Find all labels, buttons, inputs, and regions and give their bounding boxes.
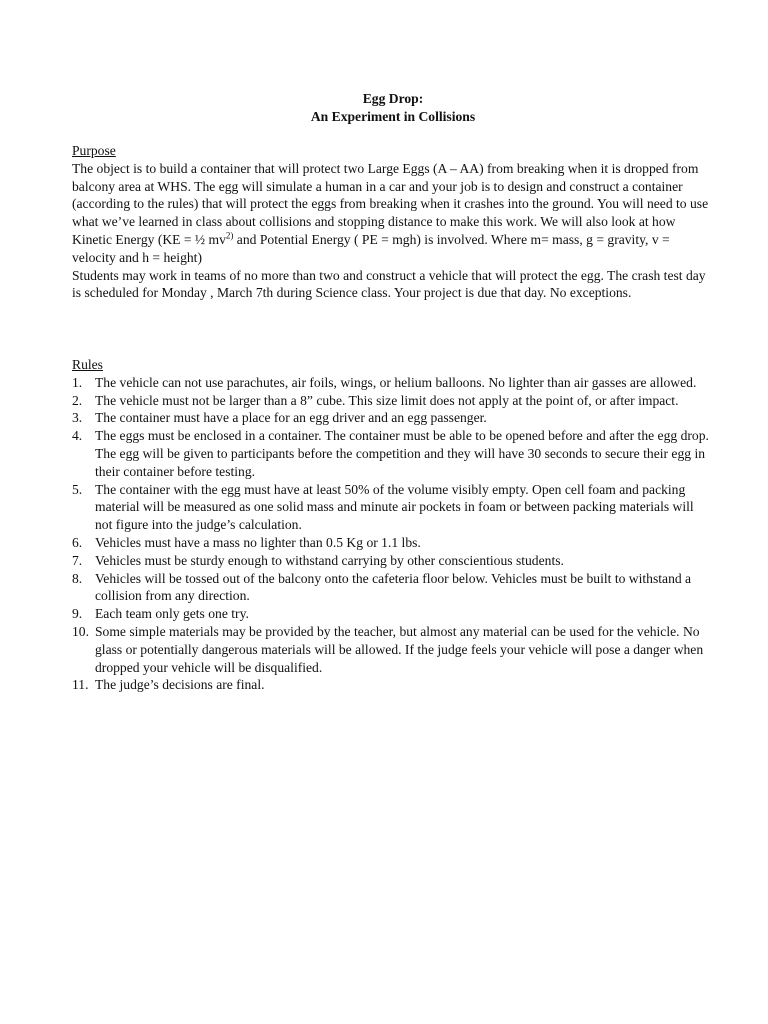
superscript-exponent: 2): [225, 230, 234, 241]
rule-text: The container with the egg must have at least 50% of the volume visibly empty. Open cell foam and packing material will be measured as one solid mass and minute air pockets in foam or between packing materials will not figure into the judge’s calculation.: [95, 481, 694, 533]
purpose-section: [72, 142, 712, 302]
rule-text: Some simple materials may be provided by the teacher, but almost any material can be used for the vehicle. No glass or potentially dangerous materials will be allowed. If the judge feels your vehicle will pose a danger when dropped your vehicle will be disqualified.: [95, 623, 704, 675]
rule-number: 7.: [72, 552, 83, 568]
rule-item: [72, 427, 712, 480]
rule-item: [72, 392, 712, 410]
rule-text: The judge’s decisions are final.: [95, 677, 265, 693]
rule-number: 5.: [72, 481, 83, 497]
rule-text: The vehicle must not be larger than a 8” cube. This size limit does not apply at the point of, or after impact.: [95, 392, 679, 408]
title-block: [0, 90, 768, 126]
rule-number: 4.: [72, 428, 83, 444]
rule-item: [72, 409, 712, 427]
teams-paragraph: Students may work in teams of no more than two and construct a vehicle that will protect the egg. The crash test day is scheduled for Monday , March 7th during Science class. Your project is due that day. No exceptions.: [72, 267, 706, 301]
rule-item: [72, 605, 712, 623]
rule-item: [72, 374, 712, 392]
purpose-paragraph: [72, 160, 712, 267]
purpose-text-part-1: The object is to build a container that will protect two Large Eggs (A – AA) from breaking when it is dropped from balcony area at WHS. The egg will simulate a human in a car and your job is to design and construct a container (according to the rules) that will protect the eggs from breaking when it crashes into the ground. You will need to use what we’ve learned in class about collisions and stopping distance to make this work. We will also look at how Kinetic Energy (KE = ½ mv: [72, 160, 709, 247]
rule-item: [72, 570, 712, 606]
rule-text: The eggs must be enclosed in a container. The container must be able to be opened before and after the egg drop. The egg will be given to participants before the competition and they will have 30 seconds to secure their egg in their container before testing.: [95, 428, 709, 479]
rules-heading: Rules: [72, 357, 103, 372]
rules-list: [72, 374, 712, 694]
rule-text: The vehicle can not use parachutes, air foils, wings, or helium balloons. No lighter than air gasses are allowed.: [95, 374, 697, 390]
rule-number: 11.: [72, 677, 89, 693]
rule-item: [72, 534, 712, 552]
purpose-text-part-2: and Potential Energy ( PE = mgh) is involved. Where m= mass, g = gravity, v = velocity and h = height): [72, 231, 670, 265]
rule-text: Each team only gets one try.: [95, 606, 249, 622]
rule-number: 3.: [72, 410, 83, 426]
rule-item: [72, 481, 712, 534]
rule-number: 2.: [72, 392, 83, 408]
rule-number: 10.: [72, 623, 89, 639]
rule-number: 6.: [72, 534, 83, 550]
rule-item: [72, 552, 712, 570]
page-title: Egg Drop:: [362, 91, 424, 106]
rule-number: 1.: [72, 374, 83, 390]
rule-number: 9.: [72, 606, 83, 622]
page-subtitle: An Experiment in Collisions: [310, 108, 476, 124]
purpose-heading: Purpose: [72, 143, 116, 158]
rule-number: 8.: [72, 570, 83, 586]
rule-text: The container must have a place for an egg driver and an egg passenger.: [95, 410, 487, 426]
rule-item: [72, 623, 712, 676]
rule-text: Vehicles must be sturdy enough to withstand carrying by other conscientious students.: [95, 552, 564, 568]
rule-text: Vehicles must have a mass no lighter than 0.5 Kg or 1.1 lbs.: [95, 534, 421, 550]
rules-section: [72, 356, 712, 694]
rule-item: [72, 676, 712, 694]
rule-text: Vehicles will be tossed out of the balcony onto the cafeteria floor below. Vehicles must be built to withstand a collision from any direction.: [95, 570, 692, 604]
